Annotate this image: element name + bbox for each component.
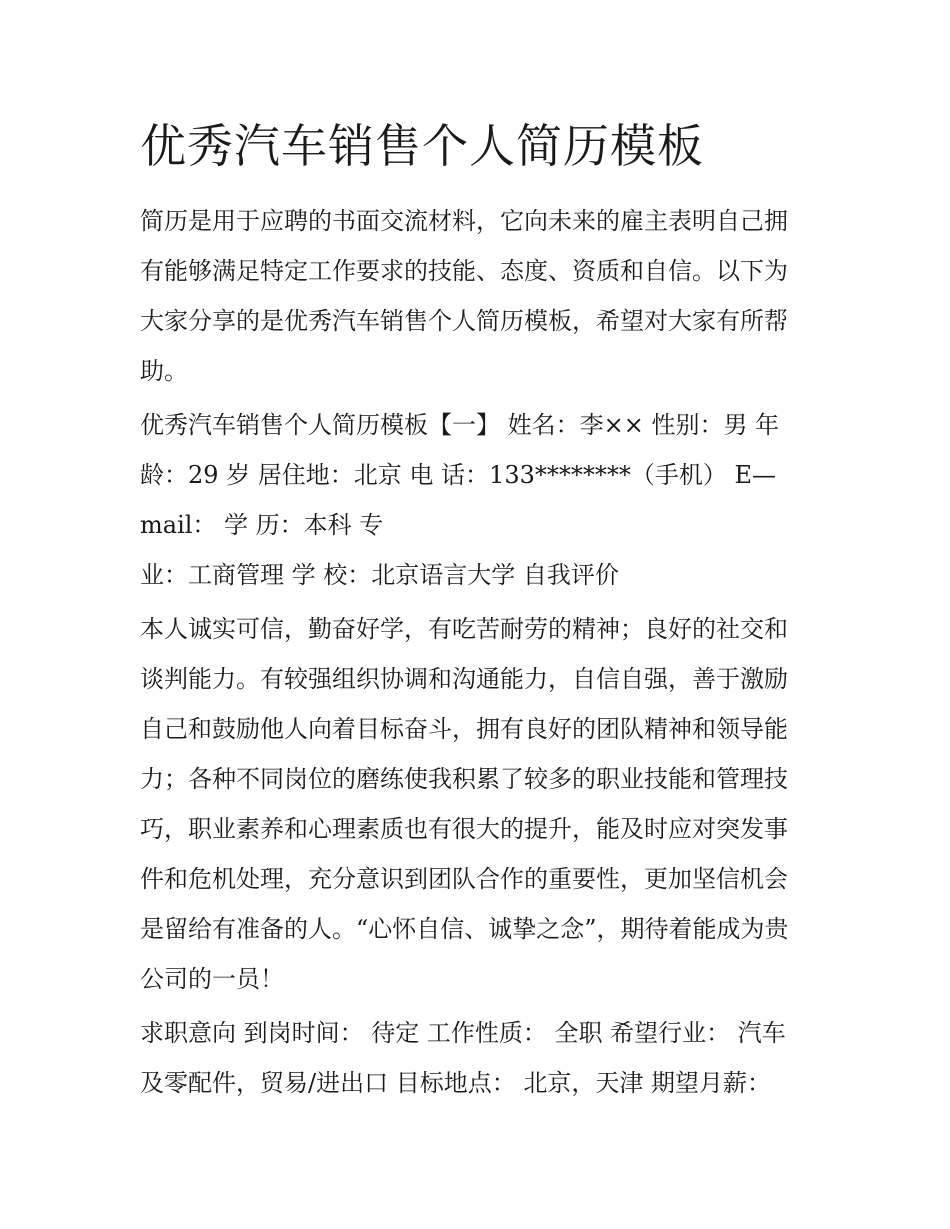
text-line: 本人诚实可信，勤奋好学，有吃苦耐劳的精神；良好的社交和 [140, 615, 788, 643]
document-title: 优秀汽车销售个人简历模板 [140, 119, 704, 173]
text-line: mail： 学 历：本科 专 [140, 511, 384, 539]
text-line: 简历是用于应聘的书面交流材料，它向未来的雇主表明自己拥 [140, 207, 788, 235]
text-line: 有能够满足特定工作要求的技能、态度、资质和自信。以下为 [140, 257, 788, 285]
text-line: 巧，职业素养和心理素质也有很大的提升，能及时应对突发事 [140, 815, 788, 843]
text-line: 自己和鼓励他人向着目标奋斗，拥有良好的团队精神和领导能 [140, 715, 788, 743]
text-line: 是留给有准备的人。“心怀自信、诚挚之念”，期待着能成为贵 [140, 915, 789, 943]
text-line: 及零配件，贸易/进出口 目标地点： 北京，天津 期望月薪： [140, 1069, 771, 1097]
text-line: 大家分享的是优秀汽车销售个人简历模板，希望对大家有所帮 [140, 307, 788, 335]
text-line: 力；各种不同岗位的磨练使我积累了较多的职业技能和管理技 [140, 765, 788, 793]
text-line: 求职意向 到岗时间： 待定 工作性质： 全职 希望行业： 汽车 [140, 1019, 786, 1047]
text-line: 业：工商管理 学 校：北京语言大学 自我评价 [140, 561, 619, 589]
text-line: 公司的一员！ [140, 965, 284, 993]
resume-header-line: 优秀汽车销售个人简历模板【一】 姓名：李×× 性别：男 年 [140, 411, 780, 439]
text-line: 件和危机处理，充分意识到团队合作的重要性，更加坚信机会 [140, 865, 788, 893]
text-line: 谈判能力。有较强组织协调和沟通能力，自信自强，善于激励 [140, 665, 788, 693]
text-line: 助。 [140, 357, 188, 385]
text-line: 龄：29 岁 居住地：北京 电 话：133********（手机） E— [140, 461, 777, 489]
